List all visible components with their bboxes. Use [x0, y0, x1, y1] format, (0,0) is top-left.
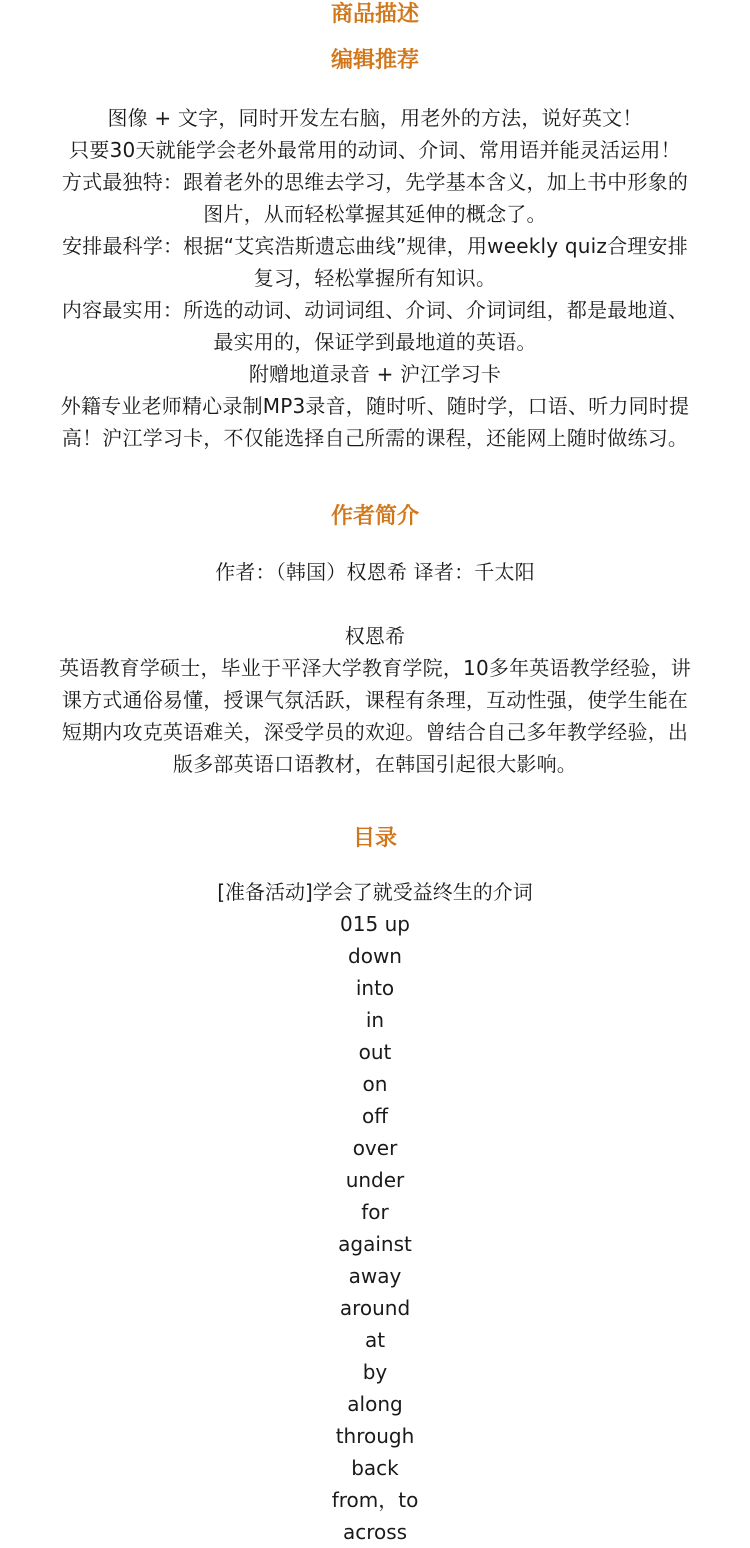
- toc-item: for: [361, 1200, 389, 1224]
- editor-recommend-line: 复习，轻松掌握所有知识。: [253, 266, 497, 290]
- toc-item: along: [347, 1392, 403, 1416]
- toc-item: out: [358, 1040, 392, 1064]
- toc-item: away: [348, 1264, 402, 1288]
- editor-recommend-line: 图像 + 文字，同时开发左右脑，用老外的方法，说好英文！: [107, 106, 643, 130]
- toc-item: around: [339, 1296, 411, 1320]
- toc-item: back: [351, 1456, 399, 1480]
- author-name: 权恩希: [344, 624, 406, 648]
- toc-item: under: [345, 1168, 405, 1192]
- author-bio-line: 短期内攻克英语难关，深受学员的欢迎。曾结合自己多年教学经验，出: [61, 720, 689, 744]
- toc-heading: 目录: [352, 826, 397, 851]
- editor-recommend-body: [24, 102, 726, 454]
- editor-recommend-line: 外籍专业老师精心录制MP3录音，随时听、随时学，口语、听力同时提: [60, 394, 690, 418]
- toc-list: [24, 876, 726, 1548]
- editor-recommend-line: 安排最科学：根据“艾宾浩斯遗忘曲线”规律，用weekly quiz合理安排: [62, 234, 688, 258]
- author-bio-line: 英语教育学硕士，毕业于平泽大学教育学院，10多年英语教学经验，讲: [59, 656, 691, 680]
- toc-item: over: [352, 1136, 398, 1160]
- editor-recommend-line: 只要30天就能学会老外最常用的动词、介词、常用语并能灵活运用！: [69, 138, 681, 162]
- editor-recommend-line: 附赠地道录音 + 沪江学习卡: [248, 362, 502, 386]
- toc-item: from，to: [331, 1488, 419, 1512]
- toc-item: off: [361, 1104, 388, 1128]
- toc-item: at: [364, 1328, 386, 1352]
- author-bio: [24, 652, 726, 780]
- toc-item: through: [335, 1424, 415, 1448]
- toc-item: on: [362, 1072, 388, 1096]
- editor-recommend-line: 内容最实用：所选的动词、动词词组、介词、介词词组，都是最地道、: [61, 298, 689, 322]
- toc-item: against: [338, 1232, 412, 1256]
- product-description-heading: 商品描述: [330, 2, 419, 27]
- editor-recommend-line: 最实用的，保证学到最地道的英语。: [213, 330, 537, 354]
- editor-recommend-heading: 编辑推荐: [330, 48, 419, 73]
- toc-item: across: [342, 1520, 408, 1544]
- toc-item: [准备活动]学会了就受益终生的介词: [217, 880, 533, 904]
- toc-item: into: [355, 976, 395, 1000]
- author-intro-heading: 作者简介: [330, 504, 419, 529]
- toc-item: 015 up: [340, 912, 410, 936]
- editor-recommend-line: 方式最独特：跟着老外的思维去学习，先学基本含义，加上书中形象的: [61, 170, 689, 194]
- author-bio-line: 课方式通俗易懂，授课气氛活跃，课程有条理，互动性强，使学生能在: [61, 688, 689, 712]
- author-credit-line: 作者：（韩国）权恩希 译者：千太阳: [215, 560, 535, 584]
- author-bio-line: 版多部英语口语教材，在韩国引起很大影响。: [173, 752, 577, 776]
- toc-item: by: [362, 1360, 388, 1384]
- editor-recommend-line: 高！沪江学习卡，不仅能选择自己所需的课程，还能网上随时做练习。: [61, 426, 689, 450]
- editor-recommend-line: 图片，从而轻松掌握其延伸的概念了。: [203, 202, 547, 226]
- toc-item: down: [348, 944, 402, 968]
- toc-item: in: [365, 1008, 385, 1032]
